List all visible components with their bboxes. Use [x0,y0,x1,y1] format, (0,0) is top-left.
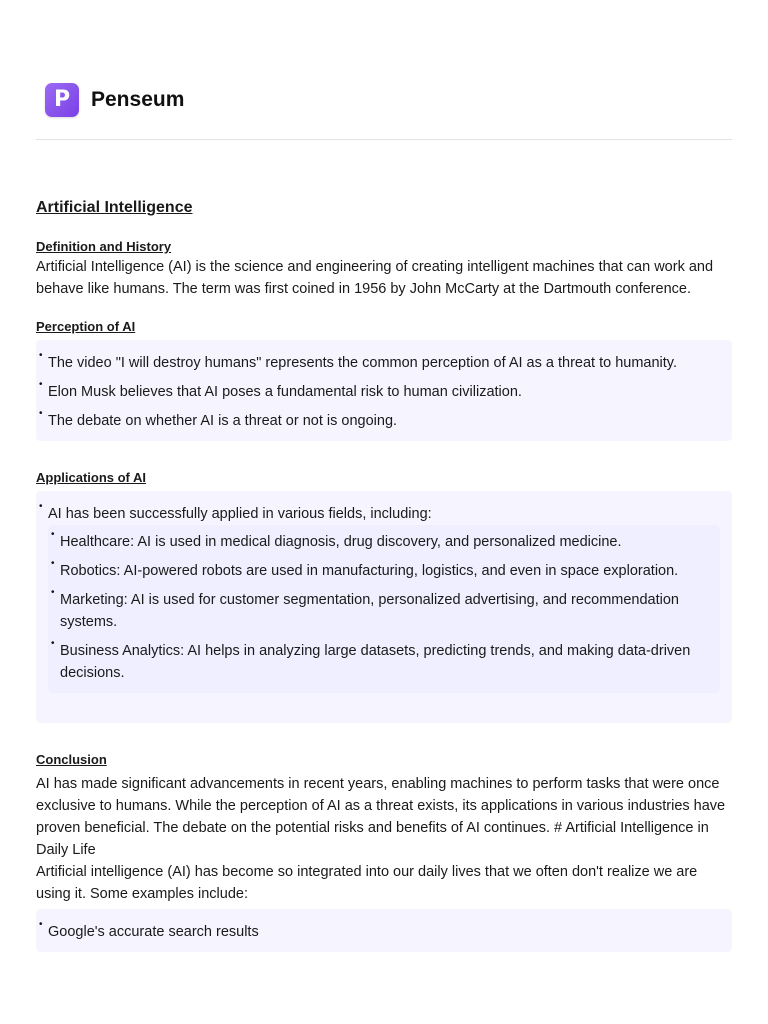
bullet-icon: • [51,558,55,569]
header [36,82,732,140]
list-item-text: The video "I will destroy humans" represents the common perception of AI as a threat to humanity. [48,355,678,371]
bullet-icon: • [39,501,43,512]
list-item-text: AI has been successfully applied in various fields, including: [48,506,432,522]
list-item-text: Business Analytics: AI helps in analyzing large datasets, predicting trends, and making data-driven decisions. [60,643,691,681]
list-item [39,408,720,432]
list-item-text: Marketing: AI is used for customer segmentation, personalized advertising, and recommendation systems. [60,592,679,630]
document-title: Artificial Intelligence [36,199,193,216]
bullet-icon: • [39,350,43,361]
daily-life-paragraph: Artificial intelligence (AI) has become so integrated into our daily lives that we often don't realize we are using it. Some examples include: [36,864,698,902]
penseum-logo-icon[interactable]: P [45,83,79,117]
section-heading-perception: Perception of AI [36,319,136,334]
document-content [36,196,732,952]
list-item-text: Robotics: AI-powered robots are used in manufacturing, logistics, and even in space exploration. [60,563,679,579]
bullet-icon: • [51,587,55,598]
conclusion-paragraph: AI has made significant advancements in recent years, enabling machines to perform tasks that were once exclusive to humans. While the perception of AI as a threat exists, its applications in various industries have proven beneficial. The debate on the potential risks and benefits of AI continues. # Artificial Intelligence in Daily Life [36,776,726,858]
perception-list [36,340,732,441]
applications-sublist [48,525,720,693]
list-item [39,350,720,374]
section-heading-definition: Definition and History [36,239,172,254]
list-item-text: Google's accurate search results [48,924,259,940]
list-item [51,638,708,684]
section-heading-applications: Applications of AI [36,470,147,485]
list-item [39,919,720,943]
daily-life-list [36,909,732,952]
definition-paragraph: Artificial Intelligence (AI) is the science and engineering of creating intelligent machines that can work and behave like humans. The term was first coined in 1956 by John McCarty at the Dartmouth conference. [36,259,714,297]
bullet-icon: • [51,638,55,649]
list-item [39,501,720,525]
list-item [51,558,708,582]
brand-name[interactable]: Penseum [91,88,185,111]
bullet-icon: • [39,408,43,419]
list-item [39,379,720,403]
list-item-text: Healthcare: AI is used in medical diagnosis, drug discovery, and personalized medicine. [60,534,622,550]
section-heading-conclusion: Conclusion [36,752,107,767]
bullet-icon: • [39,919,43,930]
list-item-text: Elon Musk believes that AI poses a fundamental risk to human civilization. [48,384,522,400]
list-item-text: The debate on whether AI is a threat or not is ongoing. [48,413,398,429]
list-item [51,587,708,633]
list-item [51,529,708,553]
applications-list [36,491,732,723]
bullet-icon: • [39,379,43,390]
bullet-icon: • [51,529,55,540]
